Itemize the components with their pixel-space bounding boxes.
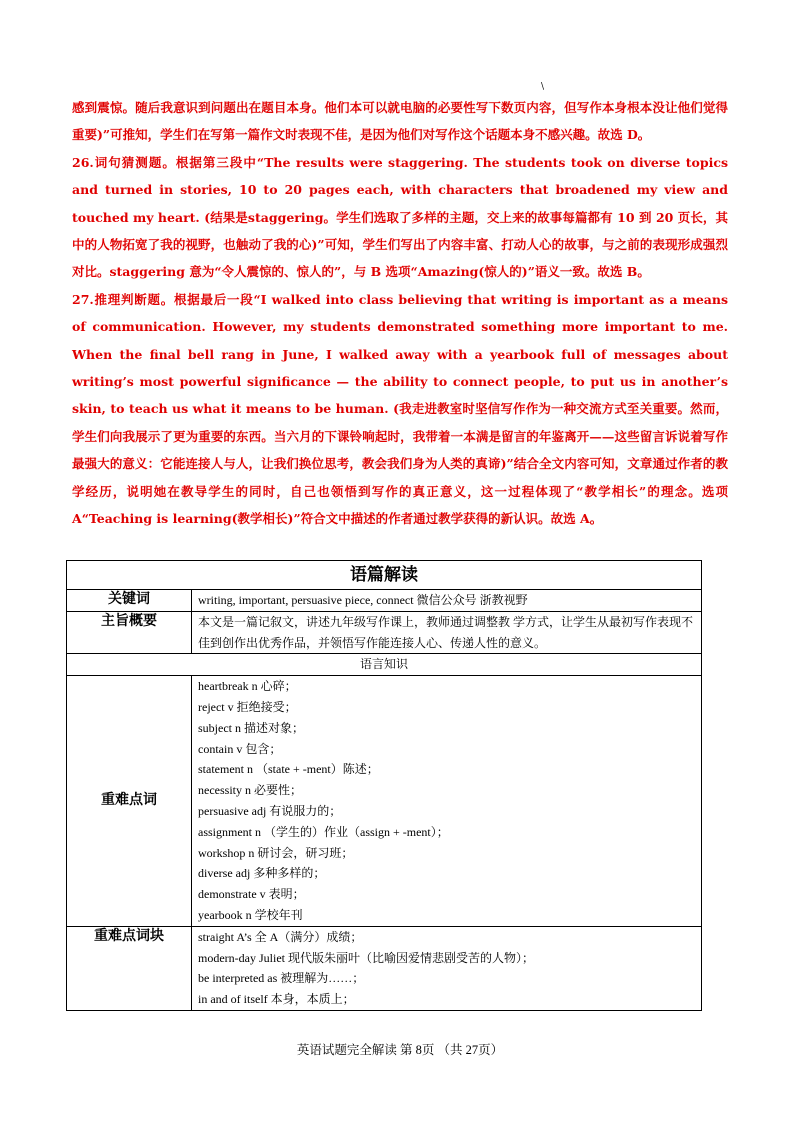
vocab-item: diverse adj 多种多样的；: [198, 866, 326, 881]
vocab-item: heartbreak n 心碎；: [198, 679, 297, 694]
vocab-label: 重难点词: [67, 676, 192, 927]
answer-paragraph-26: 26.词句猜测题。根据第三段中“The results were staggering. The students took on diverse topics and turned in stories, 10 to 20 pages each, with characters that broadened my view and touched my heart. (结果是staggering。学生们选取了多样的主题，交上来的故事每篇都有 10 到 20 页长，其中的人物拓宽了我的视野，也触动了我的心)”可知，学生们写出了内容丰富、打动人心的故事，与之前的表现形成强烈对比。staggering 意为“令人震惊的、惊人的”，与 B 选项“Amazing(惊人的)”语义一致。故选 B。: [72, 154, 728, 280]
vocab-item: reject v 拒绝接受；: [198, 699, 297, 714]
vocab-list: [198, 676, 695, 926]
phrases-list: [198, 927, 695, 1010]
vocab-item: contain v 包含；: [198, 741, 282, 756]
vocab-item: subject n 描述对象；: [198, 720, 304, 735]
vocab-item: demonstrate v 表明；: [198, 887, 305, 902]
vocab-item: necessity n 必要性；: [198, 783, 302, 798]
answer-paragraph-27: 27.推理判断题。根据最后一段“I walked into class believing that writing is important as a means of communication. However, my students demonstrated something more important to me. When the final bell rang in June, I walked away with a yearbook full of messages about writing’s most powerful significance — the ability to connect people, to put us in another’s skin, to teach us what it means to be human. (我走进教室时坚信写作作为一种交流方式至关重要。然而，学生们向我展示了更为重要的东西。当六月的下课铃响起时，我带着一本满是留言的年鉴离开——这些留言诉说着写作最强大的意义：它能连接人与人，让我们换位思考，教会我们身为人类的真谛)”结合全文内容可知，文章通过作者的教学经历，说明她在教导学生的同时，自己也领悟到写作的真正意义，这一过程体现了“教学相长”的理念。选项 A“Teaching is learning(教学相长)”符合文中描述的作者通过教学获得的新认识。故选 A。: [72, 291, 728, 527]
stray-mark: \: [541, 82, 545, 92]
phrases-cell: [192, 926, 702, 1010]
vocab-item: yearbook n 学校年刊: [198, 907, 303, 922]
vocab-item: assignment n （学生的）作业（assign + -ment）；: [198, 824, 449, 839]
answer-explanations: [72, 94, 728, 533]
vocab-item: workshop n 研讨会，研习班；: [198, 845, 354, 860]
phrase-item: be interpreted as 被理解为……；: [198, 971, 365, 986]
phrase-item: straight A’s 全 A（满分）成绩；: [198, 929, 363, 944]
summary-value: 本文是一篇记叙文，讲述九年级写作课上，教师通过调整教 学方式，让学生从最初写作表现不佳到创作出优秀作品，并领悟写作能连接人心、传递人性的意义。: [192, 611, 702, 654]
summary-label: 主旨概要: [67, 611, 192, 654]
phrase-item: in and of itself 本身，本质上；: [198, 992, 355, 1007]
vocab-cell: [192, 676, 702, 927]
vocab-item: statement n （state + -ment）陈述；: [198, 762, 379, 777]
vocab-item: persuasive adj 有说服力的；: [198, 803, 342, 818]
keywords-label: 关键词: [67, 590, 192, 612]
keywords-value: writing, important, persuasive piece, connect 微信公众号 浙教视野: [192, 590, 702, 612]
text-analysis-table: [66, 560, 702, 1011]
answer-paragraph-25-tail: 感到震惊。随后我意识到问题出在题目本身。他们本可以就电脑的必要性写下数页内容，但写作本身根本没让他们觉得重要)”可推知，学生们在写第一篇作文时表现不佳，是因为他们对写作这个话题本身不感兴趣。故选 D。: [72, 100, 728, 143]
language-knowledge-header: 语言知识: [67, 654, 702, 676]
table-title: 语篇解读: [67, 561, 702, 590]
page-footer: 英语试题完全解读 第 8页 （共 27页）: [296, 1043, 504, 1057]
phrase-item: modern-day Juliet 现代版朱丽叶（比喻因爱情悲剧受苦的人物）；: [198, 950, 534, 965]
phrases-label: 重难点词块: [67, 926, 192, 1010]
